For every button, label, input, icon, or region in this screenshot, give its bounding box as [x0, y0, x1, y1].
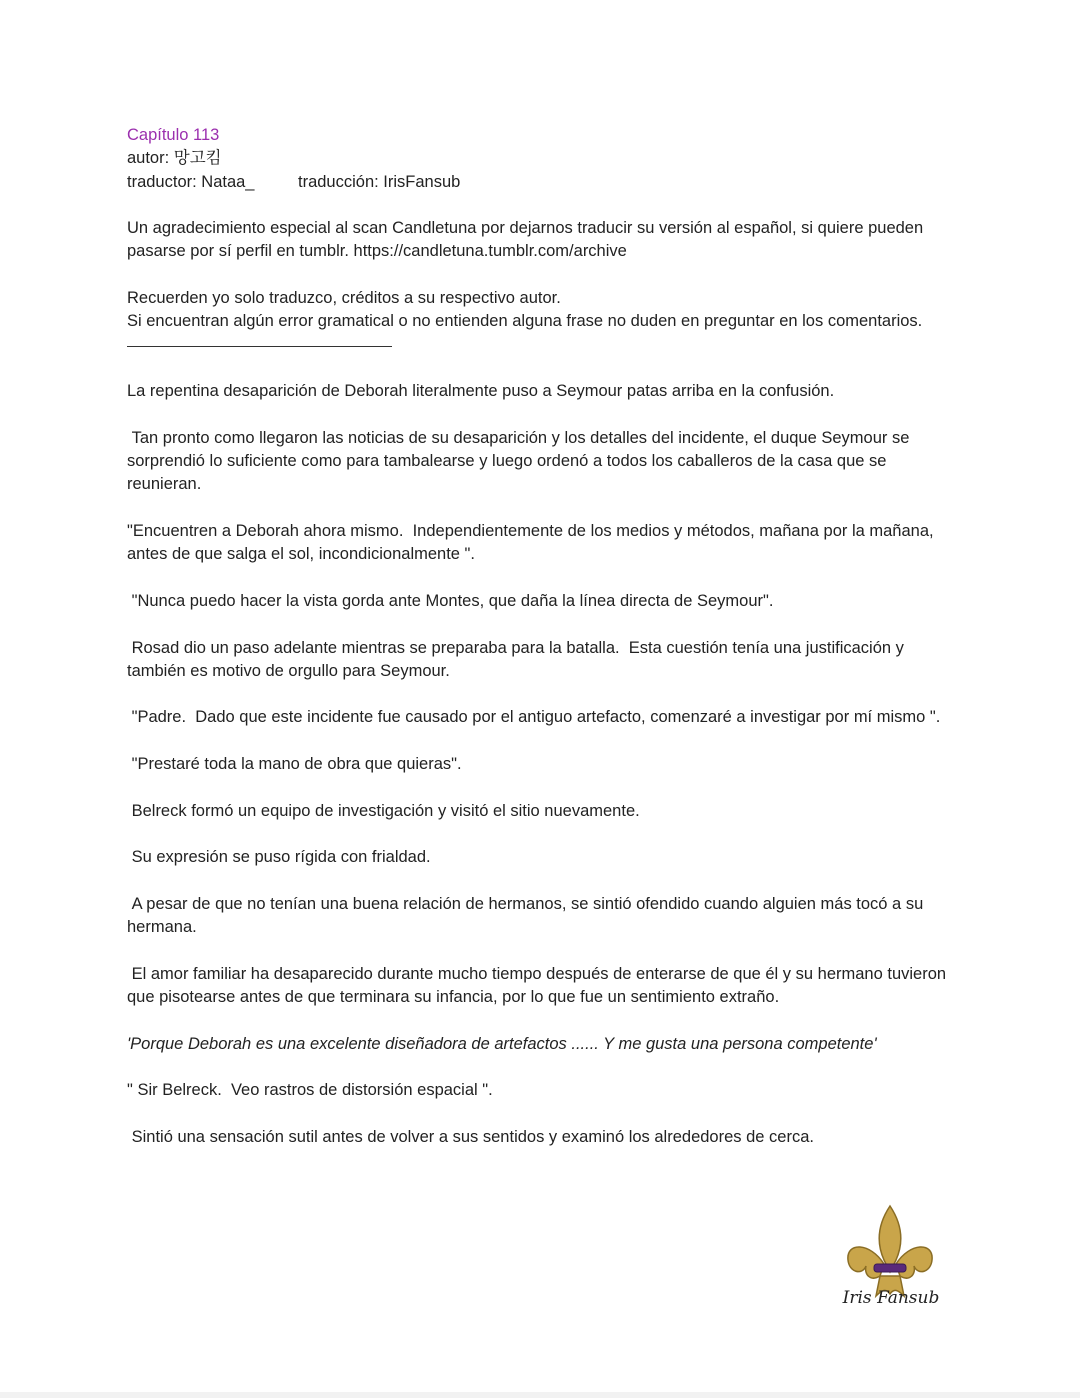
paragraph: La repentina desaparición de Deborah literalmente puso a Seymour patas arriba en la confusión. [127, 382, 835, 401]
page-bottom-edge [0, 1392, 1080, 1398]
credits-note: Recuerden yo solo traduzco, créditos a su respectivo autor. [127, 289, 561, 308]
paragraph: Belreck formó un equipo de investigación y visitó el sitio nuevamente. [127, 801, 640, 820]
divider [127, 334, 952, 357]
translator-credit: traductor: Nataa_ [127, 172, 255, 191]
paragraph: "Nunca puedo hacer la vista gorda ante Montes, que daña la línea directa de Seymour". [127, 591, 774, 610]
translation-credit: traducción: IrisFansub [298, 172, 461, 191]
italic-thought: 'Porque Deborah es una excelente diseñadora de artefactos ...... Y me gusta una persona competente' [127, 1034, 877, 1053]
paragraph: Tan pronto como llegaron las noticias de su desaparición y los detalles del incidente, el duque Seymour se sorprendió lo suficiente como para tambalearse y luego ordenó a todos los caballeros de la casa que se reunieran. [127, 428, 914, 494]
errors-note: Si encuentran algún error gramatical o no entienden alguna frase no duden en preguntar en los comentarios. [127, 312, 923, 331]
document-page [127, 124, 952, 1149]
paragraph: A pesar de que no tenían una buena relación de hermanos, se sintió ofendido cuando alguien más tocó a su hermana. [127, 894, 928, 937]
credits-line [127, 171, 952, 194]
paragraph: Sintió una sensación sutil antes de volver a sus sentidos y examinó los alrededores de cerca. [127, 1127, 814, 1146]
paragraph: " Sir Belreck. Veo rastros de distorsión espacial ". [127, 1081, 493, 1100]
author-line: autor: 망고킴 [127, 149, 222, 168]
paragraph: "Prestaré toda la mano de obra que quieras". [127, 755, 462, 774]
thanks-paragraph: Un agradecimiento especial al scan Candletuna por dejarnos traducir su versión al español, si quiere pueden pasarse por sí perfil en tumblr. https://candletuna.tumblr.com/archive [127, 219, 928, 261]
paragraph: Rosad dio un paso adelante mientras se preparaba para la batalla. Esta cuestión tenía una justificación y también es motivo de orgullo para Seymour. [127, 638, 909, 680]
logo-text: Iris Fansub [842, 1288, 940, 1308]
paragraph: "Padre. Dado que este incidente fue causado por el antiguo artefacto, comenzaré a investigar por mí mismo ". [127, 708, 941, 727]
chapter-title: Capítulo 113 [127, 126, 220, 144]
paragraph: Su expresión se puso rígida con frialdad. [127, 848, 431, 867]
paragraph: "Encuentren a Deborah ahora mismo. Independientemente de los medios y métodos, mañana por la mañana, antes de que salga el sol, incondicionalmente ". [127, 522, 939, 564]
paragraph: El amor familiar ha desaparecido durante mucho tiempo después de enterarse de que él y su hermano tuvieron que pisotearse antes de que terminara su infancia, por lo que fue un sentimiento extraño. [127, 964, 951, 1006]
